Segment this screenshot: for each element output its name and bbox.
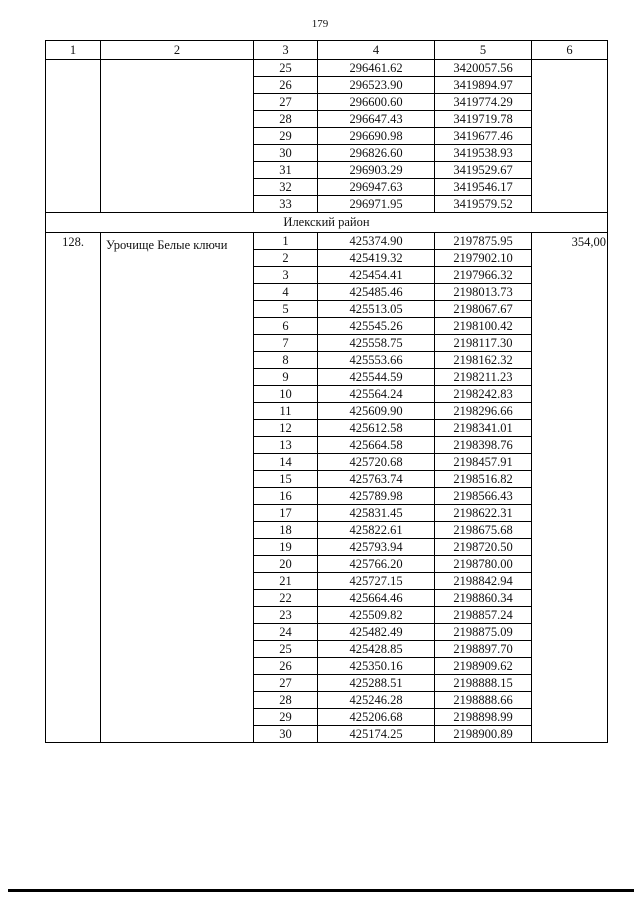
- coordinate-x: 425664.58: [318, 437, 435, 454]
- section-title: Илекский район: [46, 213, 608, 233]
- coordinate-x: 425727.15: [318, 573, 435, 590]
- point-number: 3: [254, 267, 318, 284]
- point-number: 21: [254, 573, 318, 590]
- point-number: 29: [254, 128, 318, 145]
- coordinate-y: 2197875.95: [435, 233, 532, 250]
- coordinate-x: 425482.49: [318, 624, 435, 641]
- coordinate-x: 425720.68: [318, 454, 435, 471]
- coordinate-y: 2198875.09: [435, 624, 532, 641]
- coordinate-y: 2198242.83: [435, 386, 532, 403]
- table-row: [46, 60, 608, 77]
- coordinate-x: 296461.62: [318, 60, 435, 77]
- coordinate-x: 425246.28: [318, 692, 435, 709]
- coordinate-y: 3419579.52: [435, 196, 532, 213]
- point-number: 33: [254, 196, 318, 213]
- coordinate-x: 425350.16: [318, 658, 435, 675]
- coordinate-y: 2198909.62: [435, 658, 532, 675]
- coordinate-x: 296600.60: [318, 94, 435, 111]
- point-number: 10: [254, 386, 318, 403]
- point-number: 22: [254, 590, 318, 607]
- point-number: 32: [254, 179, 318, 196]
- coordinate-x: 425428.85: [318, 641, 435, 658]
- object-number: 128.: [46, 233, 101, 743]
- coordinate-y: 2198900.89: [435, 726, 532, 743]
- coordinate-x: 425553.66: [318, 352, 435, 369]
- coordinate-x: 425789.98: [318, 488, 435, 505]
- point-number: 17: [254, 505, 318, 522]
- column-header-4: 4: [318, 41, 435, 60]
- column-header-3: 3: [254, 41, 318, 60]
- section-row: [46, 213, 608, 233]
- coordinate-x: 425419.32: [318, 250, 435, 267]
- coordinate-y: 2198897.70: [435, 641, 532, 658]
- coordinate-y: 2198622.31: [435, 505, 532, 522]
- point-number: 15: [254, 471, 318, 488]
- point-number: 13: [254, 437, 318, 454]
- coordinate-x: 296826.60: [318, 145, 435, 162]
- coordinate-x: 296523.90: [318, 77, 435, 94]
- point-number: 27: [254, 675, 318, 692]
- coordinate-y: 2198898.99: [435, 709, 532, 726]
- coordinate-x: 296647.43: [318, 111, 435, 128]
- coordinate-y: 2198162.32: [435, 352, 532, 369]
- coordinate-y: 2198341.01: [435, 420, 532, 437]
- coordinate-y: 2198780.00: [435, 556, 532, 573]
- coordinate-y: 2198888.15: [435, 675, 532, 692]
- point-number: 28: [254, 111, 318, 128]
- coordinate-x: 425485.46: [318, 284, 435, 301]
- coordinates-table: [45, 40, 608, 743]
- coordinate-y: 2198888.66: [435, 692, 532, 709]
- coordinate-y: 2198211.23: [435, 369, 532, 386]
- point-number: 9: [254, 369, 318, 386]
- coordinate-x: 425374.90: [318, 233, 435, 250]
- coordinate-y: 2197902.10: [435, 250, 532, 267]
- point-number: 18: [254, 522, 318, 539]
- page-number: 179: [311, 18, 329, 30]
- coordinate-x: 425766.20: [318, 556, 435, 573]
- coordinate-x: 425564.24: [318, 386, 435, 403]
- point-number: 4: [254, 284, 318, 301]
- object-name: Урочище Белые ключи: [101, 233, 254, 743]
- coordinate-x: 425513.05: [318, 301, 435, 318]
- point-number: 26: [254, 77, 318, 94]
- point-number: 28: [254, 692, 318, 709]
- coordinate-y: 2198720.50: [435, 539, 532, 556]
- coordinate-y: 2197966.32: [435, 267, 532, 284]
- point-number: 1: [254, 233, 318, 250]
- coordinate-y: 3419677.46: [435, 128, 532, 145]
- point-number: 14: [254, 454, 318, 471]
- point-number: 7: [254, 335, 318, 352]
- point-number: 27: [254, 94, 318, 111]
- coordinate-y: 3419719.78: [435, 111, 532, 128]
- point-number: 19: [254, 539, 318, 556]
- coordinate-x: 425509.82: [318, 607, 435, 624]
- point-number: 8: [254, 352, 318, 369]
- coordinate-x: 425664.46: [318, 590, 435, 607]
- coordinate-y: 2198067.67: [435, 301, 532, 318]
- coordinate-y: 2198857.24: [435, 607, 532, 624]
- coordinate-x: 425174.25: [318, 726, 435, 743]
- point-number: 25: [254, 641, 318, 658]
- coordinate-x: 296690.98: [318, 128, 435, 145]
- object-area: 354,00: [532, 233, 608, 743]
- point-number: 30: [254, 726, 318, 743]
- table-row: [46, 233, 608, 250]
- coordinate-y: 2198842.94: [435, 573, 532, 590]
- coordinate-y: 2198457.91: [435, 454, 532, 471]
- point-number: 31: [254, 162, 318, 179]
- coordinate-x: 425793.94: [318, 539, 435, 556]
- point-number: 30: [254, 145, 318, 162]
- coordinate-y: 2198675.68: [435, 522, 532, 539]
- coordinate-y: 2198516.82: [435, 471, 532, 488]
- point-number: 12: [254, 420, 318, 437]
- continuation-object-number-cell: [46, 60, 101, 213]
- point-number: 23: [254, 607, 318, 624]
- header-row: [46, 41, 608, 60]
- point-number: 26: [254, 658, 318, 675]
- coordinate-y: 2198117.30: [435, 335, 532, 352]
- coordinate-y: 2198013.73: [435, 284, 532, 301]
- coordinate-x: 296947.63: [318, 179, 435, 196]
- coordinate-y: 2198566.43: [435, 488, 532, 505]
- continuation-area-cell: [532, 60, 608, 213]
- coordinate-x: 425558.75: [318, 335, 435, 352]
- coordinate-y: 3419538.93: [435, 145, 532, 162]
- coordinate-y: 3419546.17: [435, 179, 532, 196]
- coordinate-x: 425454.41: [318, 267, 435, 284]
- coordinate-y: 3419774.29: [435, 94, 532, 111]
- point-number: 20: [254, 556, 318, 573]
- point-number: 25: [254, 60, 318, 77]
- point-number: 11: [254, 403, 318, 420]
- coordinate-x: 296903.29: [318, 162, 435, 179]
- column-header-6: 6: [532, 41, 608, 60]
- point-number: 2: [254, 250, 318, 267]
- bottom-rule: [8, 889, 634, 892]
- continuation-object-name-cell: [101, 60, 254, 213]
- coordinate-x: 425544.59: [318, 369, 435, 386]
- coordinate-y: 3419529.67: [435, 162, 532, 179]
- coordinate-x: 425831.45: [318, 505, 435, 522]
- coordinate-y: 2198398.76: [435, 437, 532, 454]
- coordinate-x: 425609.90: [318, 403, 435, 420]
- coordinate-x: 425545.26: [318, 318, 435, 335]
- coordinate-y: 2198100.42: [435, 318, 532, 335]
- point-number: 6: [254, 318, 318, 335]
- point-number: 5: [254, 301, 318, 318]
- coordinate-y: 3419894.97: [435, 77, 532, 94]
- coordinate-x: 296971.95: [318, 196, 435, 213]
- coordinate-x: 425206.68: [318, 709, 435, 726]
- coordinate-y: 2198296.66: [435, 403, 532, 420]
- coordinate-y: 2198860.34: [435, 590, 532, 607]
- point-number: 24: [254, 624, 318, 641]
- column-header-5: 5: [435, 41, 532, 60]
- coordinate-x: 425763.74: [318, 471, 435, 488]
- column-header-2: 2: [101, 41, 254, 60]
- coordinate-y: 3420057.56: [435, 60, 532, 77]
- coordinate-x: 425288.51: [318, 675, 435, 692]
- point-number: 16: [254, 488, 318, 505]
- coordinate-x: 425612.58: [318, 420, 435, 437]
- column-header-1: 1: [46, 41, 101, 60]
- coordinate-x: 425822.61: [318, 522, 435, 539]
- point-number: 29: [254, 709, 318, 726]
